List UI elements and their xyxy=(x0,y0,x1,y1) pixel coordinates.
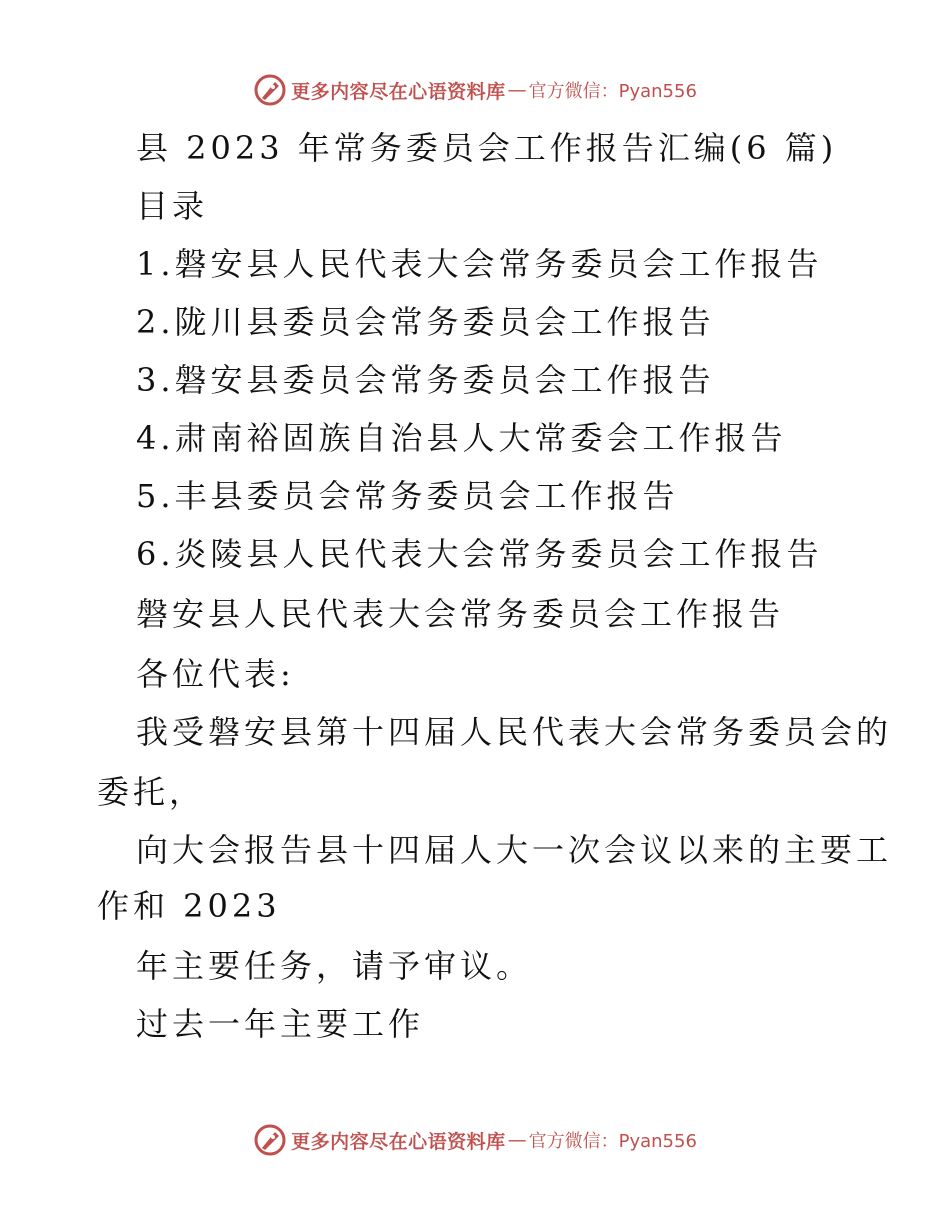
document-title: 县 2023 年常务委员会工作报告汇编(6 篇) xyxy=(136,129,838,167)
toc-item: 1.磐安县人民代表大会常务委员会工作报告 xyxy=(136,245,823,283)
toc-item: 3.磐安县委员会常务委员会工作报告 xyxy=(136,361,715,399)
toc-item: 2.陇川县委员会常务委员会工作报告 xyxy=(136,303,715,341)
salutation: 各位代表: xyxy=(136,655,295,693)
toc-item: 6.炎陵县人民代表大会常务委员会工作报告 xyxy=(136,535,823,573)
banner-site-text: 更多内容尽在心语资料库 xyxy=(291,80,506,103)
paragraph-line: 委托， xyxy=(97,773,206,811)
banner-wechat-text: 官方微信：Pyan556 xyxy=(528,1131,697,1152)
footer-banner xyxy=(0,1120,950,1160)
banner-separator: — xyxy=(507,1129,527,1151)
section-title: 磐安县人民代表大会常务委员会工作报告 xyxy=(136,595,785,633)
toc-item: 5.丰县委员会常务委员会工作报告 xyxy=(136,477,679,515)
pen-nib-circle-icon xyxy=(253,73,287,107)
paragraph-line: 向大会报告县十四届人大一次会议以来的主要工 xyxy=(136,831,893,869)
paragraph-line: 作和 2023 xyxy=(97,887,281,925)
paragraph-line: 我受磐安县第十四届人民代表大会常务委员会的 xyxy=(136,713,893,751)
banner-site-text: 更多内容尽在心语资料库 xyxy=(291,1130,506,1153)
header-banner xyxy=(0,70,950,110)
banner-separator: — xyxy=(507,79,527,101)
banner-wechat-text: 官方微信：Pyan556 xyxy=(528,81,697,102)
pen-nib-circle-icon xyxy=(253,1123,287,1157)
toc-heading: 目录 xyxy=(136,187,209,225)
paragraph-line: 过去一年主要工作 xyxy=(136,1005,425,1043)
paragraph-line: 年主要任务，请予审议。 xyxy=(136,947,533,985)
toc-item: 4.肃南裕固族自治县人大常委会工作报告 xyxy=(136,419,787,457)
